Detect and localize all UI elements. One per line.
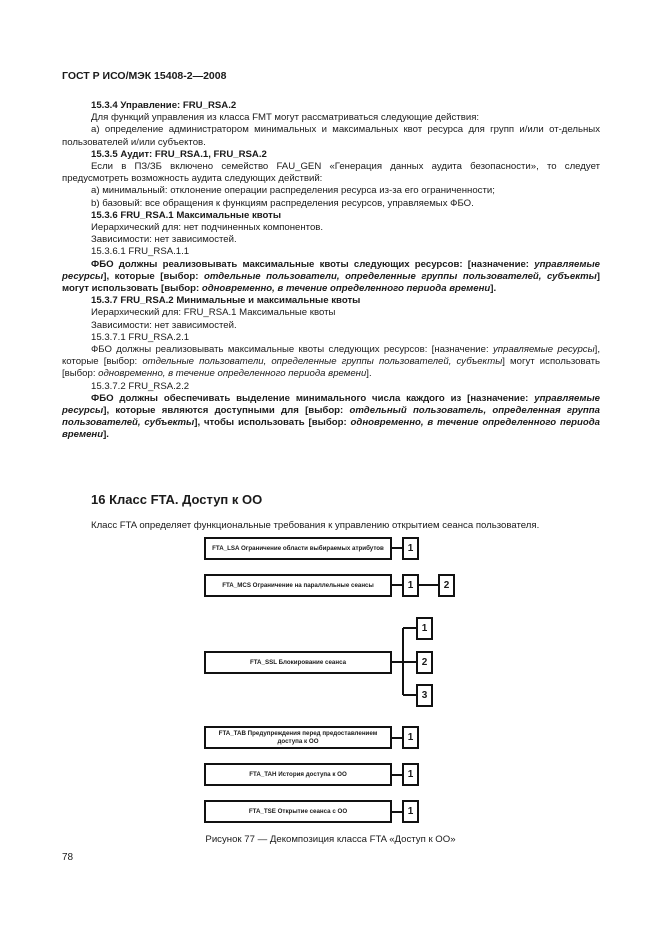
document-header: ГОСТ Р ИСО/МЭК 15408-2—2008 (62, 70, 227, 82)
section-16-intro: Класс FTA определяет функциональные требования к управлению открытием сеанса пользователя. (91, 520, 540, 531)
section-title: 15.3.4 Управление: FRU_RSA.2 (91, 100, 237, 111)
section-title: 15.3.5 Аудит: FRU_RSA.1, FRU_RSA.2 (91, 148, 267, 160)
paragraph: Для функций управления из класса FMT могут рассматриваться следующие действия: (91, 112, 480, 124)
paragraph: Зависимости: нет зависимостей. (91, 234, 237, 246)
family-box-fta-tab: FTA_TAB Предупреждения перед предоставлением доступа к ОО (204, 726, 392, 749)
requirement-text: ФБО должны реализовывать максимальные квоты следующих ресурсов: [назначение: управляемые ресурсы], которые [выбор: отдельные пользователи, определенные группы пользователей, субъекты] могут использовать [выбор: одновременно, в течение определенного периода времени]. (62, 258, 600, 295)
component-box: 1 (402, 574, 419, 597)
paragraph: а) минимальный: отклонение операции распределения ресурса из-за его ограниченности; (91, 185, 495, 197)
requirement-text: ФБО должны реализовывать максимальные квоты следующих ресурсов: [назначение: управляемые ресурсы], которые [выбор: отдельные пользователи, определенные группы пользователей, субъекты] могут использовать [выбор: одновременно, в течение определенного периода времени]. (62, 344, 601, 380)
requirement-text: ФБО должны обеспечивать выделение минимального числа каждого из [назначение: управляемые ресурсы], которые являются доступными для [выбор: отдельный пользователь, определенная группа пользователей, субъекты], чтобы использовать [выбор: одновременно, в течение определенного периода времени]. (62, 392, 601, 441)
paragraph: Зависимости: нет зависимостей. (91, 319, 237, 331)
element-id: 15.3.7.2 FRU_RSA.2.2 (91, 380, 190, 392)
component-box: 3 (416, 684, 433, 707)
element-id: 15.3.7.1 FRU_RSA.2.1 (91, 331, 190, 343)
family-box-fta-lsa: FTA_LSA Ограничение области выбираемых атрибутов (204, 537, 392, 560)
paragraph: а) определение администратором минимальных и максимальных квот ресурса для групп и/или от-дельных пользователей и/или субъектов. (62, 124, 600, 148)
component-box: 1 (402, 800, 419, 823)
section-title: 15.3.7 FRU_RSA.2 Минимальные и максимальные квоты (91, 295, 361, 307)
component-box: 2 (416, 651, 433, 674)
component-box: 1 (402, 537, 419, 560)
paragraph: Иерархический для: нет подчиненных компонентов. (91, 222, 324, 234)
component-box: 1 (402, 726, 419, 749)
family-box-fta-tah: FTA_TAH История доступа к ОО (204, 763, 392, 786)
paragraph: Если в ПЗ/ЗБ включено семейство FAU_GEN «Генерация данных аудита безопасности», то следует предусмотреть возможность аудита следующих действий: (62, 161, 600, 185)
paragraph: Иерархический для: FRU_RSA.1 Максимальные квоты (91, 307, 336, 319)
page-number: 78 (62, 852, 74, 863)
section-16-heading: 16 Класс FTA. Доступ к ОО (91, 492, 263, 507)
family-box-fta-ssl: FTA_SSL Блокирование сеанса (204, 651, 392, 674)
element-id: 15.3.6.1 FRU_RSA.1.1 (91, 246, 190, 258)
component-box: 1 (416, 617, 433, 640)
component-box: 2 (438, 574, 455, 597)
section-title: 15.3.6 FRU_RSA.1 Максимальные квоты (91, 209, 282, 221)
component-box: 1 (402, 763, 419, 786)
paragraph: b) базовый: все обращения к функциям распределения ресурсов, управляемых ФБО. (91, 197, 474, 209)
family-box-fta-tse: FTA_TSE Открытие сеанса с ОО (204, 800, 392, 823)
family-box-fta-mcs: FTA_MCS Ограничение на параллельные сеансы (204, 574, 392, 597)
figure-caption: Рисунок 77 — Декомпозиция класса FTA «Доступ к ОО» (205, 834, 456, 845)
